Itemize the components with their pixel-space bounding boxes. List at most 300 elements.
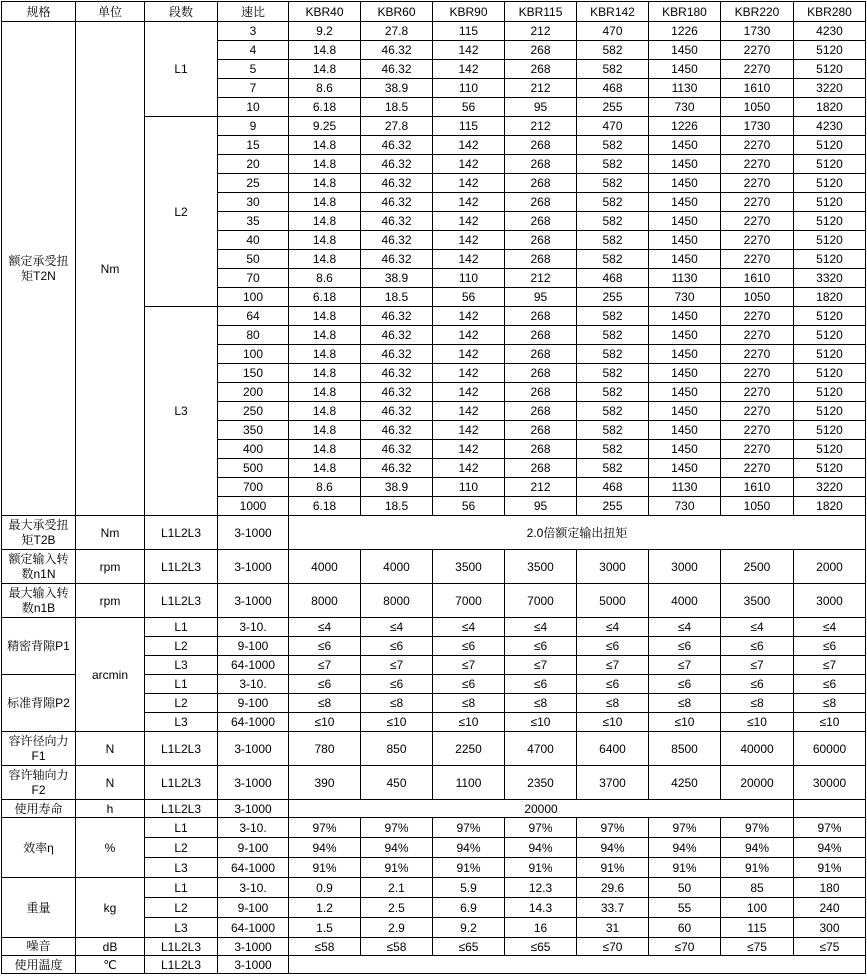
value-cell: 5120 [794, 155, 866, 174]
value-cell: 110 [433, 478, 505, 497]
value-cell: 2500 [721, 550, 794, 584]
value-cell: ≤7 [721, 656, 794, 675]
value-cell: 1130 [649, 79, 721, 98]
value-cell: 3000 [577, 550, 649, 584]
spec-label: 使用温度 [2, 956, 76, 974]
value-cell: 97% [505, 818, 577, 838]
value-cell: 14.8 [289, 402, 361, 421]
value-cell: 582 [577, 307, 649, 326]
value-cell: 5120 [794, 345, 866, 364]
unit-cell: h [76, 800, 145, 818]
column-header: 段数 [145, 2, 218, 22]
value-cell: 14.8 [289, 383, 361, 402]
value-cell: 142 [433, 402, 505, 421]
stage-cell: L1 [145, 675, 218, 694]
value-cell: 2.5 [361, 898, 433, 918]
value-cell: 2270 [721, 212, 794, 231]
value-cell: ≤6 [289, 637, 361, 656]
value-cell: 46.32 [361, 231, 433, 250]
value-cell: 2270 [721, 174, 794, 193]
value-cell: 582 [577, 402, 649, 421]
value-cell: 1050 [721, 497, 794, 516]
value-cell: 268 [505, 326, 577, 345]
value-cell: 2270 [721, 60, 794, 79]
value-cell: ≤8 [433, 694, 505, 713]
value-cell: 268 [505, 193, 577, 212]
max_speed-row [2, 584, 866, 618]
value-cell: 1.2 [289, 898, 361, 918]
value-cell: 91% [721, 858, 794, 878]
value-cell: 7000 [433, 584, 505, 618]
ratio-cell: 3-1000 [218, 584, 289, 618]
value-cell: 8.6 [289, 79, 361, 98]
value-cell: 1130 [649, 478, 721, 497]
value-cell: 1450 [649, 402, 721, 421]
value-cell: 142 [433, 364, 505, 383]
value-cell: 46.32 [361, 41, 433, 60]
ratio-cell: 15 [218, 136, 289, 155]
value-cell: 2270 [721, 383, 794, 402]
value-cell: 468 [577, 478, 649, 497]
value-cell: ≤8 [361, 694, 433, 713]
value-cell: 4000 [289, 550, 361, 584]
stage-cell: L1L2L3 [145, 938, 218, 956]
ratio-cell: 64-1000 [218, 858, 289, 878]
value-cell: 94% [794, 838, 866, 858]
value-cell: 1.5 [289, 918, 361, 938]
value-cell: 91% [577, 858, 649, 878]
value-cell: 97% [794, 818, 866, 838]
column-header: KBR115 [505, 2, 577, 22]
value-cell: 582 [577, 345, 649, 364]
ratio-cell: 250 [218, 402, 289, 421]
value-cell: 255 [577, 98, 649, 117]
value-cell: 142 [433, 421, 505, 440]
value-cell: 94% [649, 838, 721, 858]
spec-label: 容许轴向力F2 [2, 766, 76, 800]
stage-cell: L1L2L3 [145, 584, 218, 618]
value-cell: 91% [649, 858, 721, 878]
value-cell: 91% [505, 858, 577, 878]
spec-label: 最大输入转数n1B [2, 584, 76, 618]
merged-note: 2.0倍额定输出扭矩 [289, 516, 866, 550]
value-cell: 582 [577, 136, 649, 155]
value-cell: ≤7 [289, 656, 361, 675]
radial_force-row [2, 732, 866, 766]
ratio-cell: 30 [218, 193, 289, 212]
ratio-cell: 64-1000 [218, 656, 289, 675]
value-cell: 46.32 [361, 326, 433, 345]
value-cell: 2270 [721, 326, 794, 345]
value-cell: 56 [433, 98, 505, 117]
value-cell: 38.9 [361, 478, 433, 497]
value-cell: 582 [577, 326, 649, 345]
value-cell: 3320 [794, 269, 866, 288]
ratio-cell: 3-1000 [218, 938, 289, 956]
ratio-cell: 25 [218, 174, 289, 193]
value-cell: 5120 [794, 60, 866, 79]
value-cell: 5120 [794, 41, 866, 60]
value-cell: 18.5 [361, 98, 433, 117]
value-cell: 582 [577, 250, 649, 269]
spec-label: 最大承受扭矩T2B [2, 516, 76, 550]
value-cell: 2270 [721, 440, 794, 459]
ratio-cell: 70 [218, 269, 289, 288]
ratio-cell: 3 [218, 22, 289, 41]
value-cell: 14.8 [289, 174, 361, 193]
ratio-cell: 7 [218, 79, 289, 98]
value-cell: ≤10 [721, 713, 794, 732]
value-cell: 91% [794, 858, 866, 878]
value-cell: 33.7 [577, 898, 649, 918]
ratio-cell: 3-1000 [218, 732, 289, 766]
stage-cell: L1 [145, 618, 218, 637]
value-cell: 5120 [794, 174, 866, 193]
value-cell: 268 [505, 307, 577, 326]
value-cell: 8500 [649, 732, 721, 766]
value-cell: 1450 [649, 440, 721, 459]
value-cell: 56 [433, 497, 505, 516]
value-cell: ≤10 [505, 713, 577, 732]
stage-cell: L1 [145, 878, 218, 898]
value-cell: ≤58 [289, 938, 361, 956]
value-cell: 780 [289, 732, 361, 766]
value-cell: 142 [433, 231, 505, 250]
value-cell: 2270 [721, 231, 794, 250]
ratio-cell: 9-100 [218, 637, 289, 656]
unit-cell: rpm [76, 584, 145, 618]
value-cell: 46.32 [361, 345, 433, 364]
value-cell: 1450 [649, 383, 721, 402]
value-cell: 2270 [721, 345, 794, 364]
value-cell: 7000 [505, 584, 577, 618]
backlash-row [2, 618, 866, 637]
value-cell: 582 [577, 193, 649, 212]
value-cell: 14.3 [505, 898, 577, 918]
spec-table-body [2, 2, 866, 974]
value-cell: 468 [577, 79, 649, 98]
value-cell: ≤6 [721, 637, 794, 656]
value-cell: 582 [577, 60, 649, 79]
ratio-cell: 9-100 [218, 838, 289, 858]
value-cell: 582 [577, 212, 649, 231]
value-cell: 46.32 [361, 60, 433, 79]
value-cell: 582 [577, 440, 649, 459]
value-cell: 582 [577, 231, 649, 250]
value-cell: 4000 [649, 584, 721, 618]
spec-label: 容许径向力F1 [2, 732, 76, 766]
value-cell: 142 [433, 60, 505, 79]
unit-cell: rpm [76, 550, 145, 584]
ratio-cell: 200 [218, 383, 289, 402]
value-cell: 4250 [649, 766, 721, 800]
value-cell: 14.8 [289, 155, 361, 174]
value-cell: ≤7 [433, 656, 505, 675]
value-cell: ≤8 [794, 694, 866, 713]
value-cell: ≤10 [361, 713, 433, 732]
value-cell: ≤4 [577, 618, 649, 637]
value-cell: 91% [433, 858, 505, 878]
value-cell: 110 [433, 79, 505, 98]
value-cell: 255 [577, 497, 649, 516]
value-cell: 730 [649, 288, 721, 307]
ratio-cell: 3-10. [218, 618, 289, 637]
stage-cell: L2 [145, 637, 218, 656]
value-cell: 0.9 [289, 878, 361, 898]
value-cell: ≤10 [649, 713, 721, 732]
column-header: KBR142 [577, 2, 649, 22]
value-cell: ≤6 [433, 675, 505, 694]
value-cell: 5120 [794, 440, 866, 459]
value-cell: 582 [577, 174, 649, 193]
value-cell: ≤7 [361, 656, 433, 675]
value-cell: 5120 [794, 364, 866, 383]
value-cell: ≤8 [505, 694, 577, 713]
value-cell: 18.5 [361, 288, 433, 307]
ratio-cell: 100 [218, 345, 289, 364]
value-cell: 1610 [721, 478, 794, 497]
spec-label: 额定输入转数n1N [2, 550, 76, 584]
value-cell: 91% [289, 858, 361, 878]
efficiency-row [2, 818, 866, 838]
header-row [2, 2, 866, 22]
value-cell: 14.8 [289, 459, 361, 478]
value-cell: 142 [433, 440, 505, 459]
value-cell: 2250 [433, 732, 505, 766]
value-cell: 1450 [649, 326, 721, 345]
stage-cell: L2 [145, 117, 218, 307]
value-cell: 8.6 [289, 269, 361, 288]
value-cell: 268 [505, 155, 577, 174]
value-cell: 2270 [721, 193, 794, 212]
value-cell: 38.9 [361, 79, 433, 98]
stage-cell: L1L2L3 [145, 956, 218, 974]
ratio-cell: 9 [218, 117, 289, 136]
value-cell: 1450 [649, 136, 721, 155]
noise-row [2, 938, 866, 956]
value-cell: 46.32 [361, 421, 433, 440]
column-header: 单位 [76, 2, 145, 22]
value-cell: 4700 [505, 732, 577, 766]
value-cell: 1450 [649, 193, 721, 212]
ratio-cell: 100 [218, 288, 289, 307]
value-cell: ≤4 [649, 618, 721, 637]
value-cell: 4230 [794, 22, 866, 41]
value-cell: ≤6 [577, 637, 649, 656]
value-cell: ≤6 [505, 637, 577, 656]
value-cell: 94% [361, 838, 433, 858]
value-cell: 1450 [649, 459, 721, 478]
torque-row [2, 22, 866, 41]
value-cell: 14.8 [289, 250, 361, 269]
value-cell: ≤10 [577, 713, 649, 732]
value-cell: ≤6 [433, 637, 505, 656]
value-cell: 582 [577, 383, 649, 402]
unit-cell: kg [76, 878, 145, 938]
ratio-cell: 40 [218, 231, 289, 250]
value-cell: 14.8 [289, 212, 361, 231]
value-cell: 27.8 [361, 117, 433, 136]
value-cell: 46.32 [361, 250, 433, 269]
value-cell: 2270 [721, 41, 794, 60]
value-cell: 14.8 [289, 440, 361, 459]
value-cell: ≤58 [361, 938, 433, 956]
value-cell: 1610 [721, 269, 794, 288]
value-cell: 1226 [649, 22, 721, 41]
value-cell: 3000 [649, 550, 721, 584]
value-cell: 31 [577, 918, 649, 938]
value-cell: ≤4 [289, 618, 361, 637]
value-cell: 2270 [721, 402, 794, 421]
ratio-cell: 3-1000 [218, 956, 289, 974]
stage-cell: L2 [145, 838, 218, 858]
value-cell: ≤4 [433, 618, 505, 637]
unit-cell: N [76, 766, 145, 800]
value-cell: 50 [649, 878, 721, 898]
unit-cell: arcmin [76, 618, 145, 732]
ratio-cell: 150 [218, 364, 289, 383]
value-cell: 142 [433, 155, 505, 174]
value-cell: 5120 [794, 193, 866, 212]
value-cell: 2270 [721, 364, 794, 383]
value-cell: 9.2 [433, 918, 505, 938]
value-cell: 95 [505, 288, 577, 307]
value-cell: 1820 [794, 288, 866, 307]
value-cell: 3500 [505, 550, 577, 584]
value-cell: 30000 [794, 766, 866, 800]
value-cell: ≤8 [649, 694, 721, 713]
value-cell: 46.32 [361, 174, 433, 193]
spec-label: 使用寿命 [2, 800, 76, 818]
value-cell: 46.32 [361, 364, 433, 383]
value-cell: ≤8 [721, 694, 794, 713]
value-cell: 97% [289, 818, 361, 838]
value-cell: ≤7 [577, 656, 649, 675]
value-cell: ≤6 [794, 675, 866, 694]
ratio-cell: 3-10. [218, 878, 289, 898]
value-cell: 212 [505, 478, 577, 497]
value-cell: ≤8 [577, 694, 649, 713]
value-cell: 2270 [721, 307, 794, 326]
value-cell: 268 [505, 136, 577, 155]
value-cell: 1450 [649, 250, 721, 269]
value-cell: 4000 [361, 550, 433, 584]
value-cell: 142 [433, 345, 505, 364]
stage-cell: L1 [145, 22, 218, 117]
ratio-cell: 64-1000 [218, 918, 289, 938]
value-cell: 60000 [794, 732, 866, 766]
value-cell: 582 [577, 459, 649, 478]
ratio-cell: 10 [218, 98, 289, 117]
value-cell: 268 [505, 250, 577, 269]
value-cell: ≤10 [433, 713, 505, 732]
value-cell: 5120 [794, 326, 866, 345]
value-cell: 390 [289, 766, 361, 800]
value-cell: ≤6 [721, 675, 794, 694]
ratio-cell: 1000 [218, 497, 289, 516]
ratio-cell: 50 [218, 250, 289, 269]
value-cell: 46.32 [361, 155, 433, 174]
value-cell: 5000 [577, 584, 649, 618]
value-cell: 97% [721, 818, 794, 838]
value-cell: 470 [577, 22, 649, 41]
value-cell: 1450 [649, 307, 721, 326]
value-cell: 3000 [794, 584, 866, 618]
value-cell: ≤4 [361, 618, 433, 637]
value-cell: 46.32 [361, 383, 433, 402]
value-cell: 1450 [649, 174, 721, 193]
value-cell: ≤4 [505, 618, 577, 637]
value-cell: 14.8 [289, 136, 361, 155]
value-cell: 97% [361, 818, 433, 838]
value-cell: 14.8 [289, 307, 361, 326]
value-cell: 1100 [433, 766, 505, 800]
value-cell: ≤75 [721, 938, 794, 956]
value-cell: 6.18 [289, 98, 361, 117]
max-torque-row [2, 516, 866, 550]
value-cell: 8000 [289, 584, 361, 618]
stage-cell: L1L2L3 [145, 766, 218, 800]
spec-label: 精密背隙P1 [2, 618, 76, 675]
value-cell: 20000 [721, 766, 794, 800]
value-cell: 94% [577, 838, 649, 858]
value-cell: 8.6 [289, 478, 361, 497]
ratio-cell: 3-1000 [218, 550, 289, 584]
value-cell: 268 [505, 345, 577, 364]
value-cell: 142 [433, 307, 505, 326]
value-cell: ≤10 [794, 713, 866, 732]
value-cell: 582 [577, 155, 649, 174]
ratio-cell: 3-10. [218, 675, 289, 694]
stage-cell: L3 [145, 713, 218, 732]
value-cell: ≤6 [289, 675, 361, 694]
value-cell: 212 [505, 269, 577, 288]
value-cell: 1130 [649, 269, 721, 288]
value-cell: 1050 [721, 288, 794, 307]
value-cell: 142 [433, 41, 505, 60]
ratio-cell: 350 [218, 421, 289, 440]
value-cell: 46.32 [361, 136, 433, 155]
value-cell: 3500 [721, 584, 794, 618]
value-cell: 142 [433, 326, 505, 345]
merged-value: 20000 [289, 800, 794, 818]
value-cell: 1820 [794, 98, 866, 117]
value-cell: 582 [577, 421, 649, 440]
value-cell: 5120 [794, 231, 866, 250]
stage-cell: L3 [145, 858, 218, 878]
value-cell: ≤75 [794, 938, 866, 956]
value-cell: 1050 [721, 98, 794, 117]
value-cell: 2270 [721, 421, 794, 440]
spec-label: 重量 [2, 878, 76, 938]
value-cell: 180 [794, 878, 866, 898]
value-cell: 212 [505, 79, 577, 98]
value-cell: 100 [721, 898, 794, 918]
value-cell: 142 [433, 174, 505, 193]
ratio-cell: 3-1000 [218, 516, 289, 550]
value-cell: 12.3 [505, 878, 577, 898]
value-cell: 60 [649, 918, 721, 938]
ratio-cell: 9-100 [218, 898, 289, 918]
ratio-cell: 5 [218, 60, 289, 79]
spec-label: 额定承受扭矩T2N [2, 22, 76, 516]
column-header: KBR90 [433, 2, 505, 22]
value-cell: ≤6 [361, 637, 433, 656]
spec-label: 效率η [2, 818, 76, 878]
value-cell: 730 [649, 98, 721, 117]
value-cell: 142 [433, 459, 505, 478]
value-cell: 94% [289, 838, 361, 858]
